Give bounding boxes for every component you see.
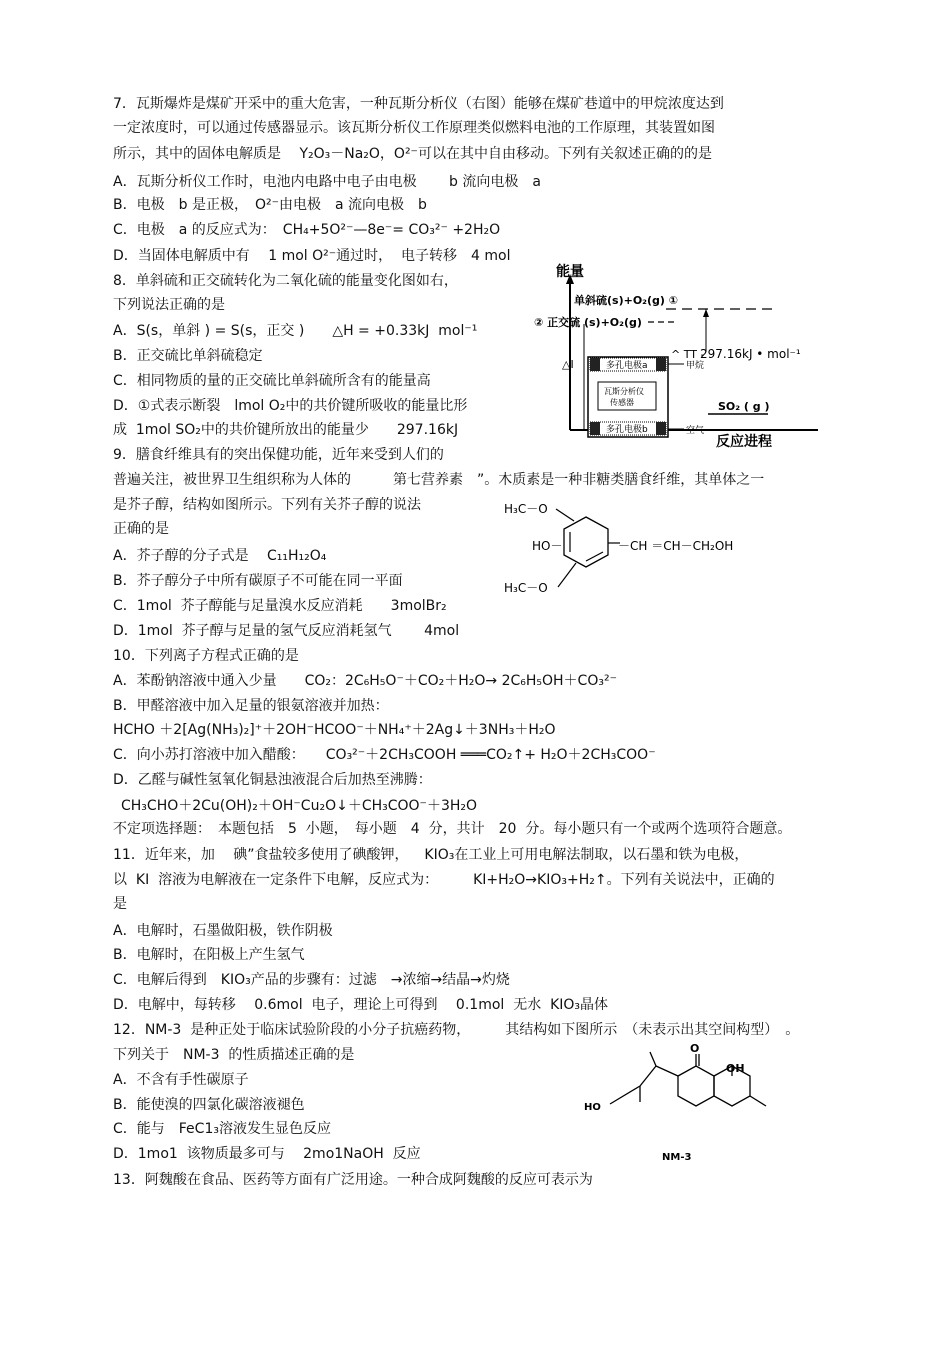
text-line: 下列说法正确的是	[113, 297, 225, 313]
text-line: C．1mol 芥子醇能与足量溴水反应消耗 3molBr₂	[113, 598, 447, 614]
y-axis-label: 能量	[556, 264, 584, 280]
text-line: C．相同物质的量的正交硫比单斜硫所含有的能量高	[113, 373, 431, 389]
text-line: A．电解时，石墨做阳极，铁作阴极	[113, 923, 333, 939]
text-line: 11．近年来，加 碘”食盐较多使用了碘酸钾， KIO₃在工业上可用电解法制取，以石墨和铁为电极，	[113, 847, 749, 863]
text-line: 下列关于 NM-3 的性质描述正确的是	[113, 1047, 355, 1063]
sinapyl-alcohol-structure	[500, 495, 790, 605]
text-line: D．当固体电解质中有 1 mol O²⁻通过时， 电子转移 4 mol	[113, 248, 511, 264]
text-line: CH₃CHO＋2Cu(OH)₂＋OH⁻Cu₂O↓＋CH₃COO⁻＋3H₂O	[121, 798, 478, 814]
text-line: 12．NM-3 是种正处于临床试验阶段的小分子抗癌药物， 其结构如下图所示 （未表示出其空间构型） 。	[113, 1022, 800, 1038]
text-line: C．能与 FeC1₃溶液发生显色反应	[113, 1121, 331, 1137]
text-line: A．苯酚钠溶液中通入少量 CO₂：2C₆H₅O⁻＋CO₂＋H₂O→ 2C₆H₅OH＋CO₃²⁻	[113, 673, 617, 689]
text-line: 正确的是	[113, 521, 169, 537]
text-line: B．甲醛溶液中加入足量的银氨溶液并加热：	[113, 698, 389, 714]
methane-label: 甲烷	[686, 361, 705, 371]
hydroxy-label: HO－	[532, 539, 563, 553]
text-line: A．瓦斯分析仪工作时，电池内电路中电子由电极 b 流向电极 a	[113, 174, 541, 190]
methoxy-top: H₃C－O	[504, 502, 548, 516]
text-line: D．1mo1 该物质最多可与 2mo1NaOH 反应	[113, 1146, 421, 1162]
delta-mark: △I	[562, 358, 574, 371]
text-line: 是芥子醇，结构如图所示。下列有关芥子醇的说法	[113, 497, 421, 513]
nm3-label: NM-3	[662, 1152, 692, 1163]
text-line: 所示，其中的固体电解质是 Y₂O₃－Na₂O，O²⁻可以在其中自由移动。下列有关叙述正确的的是	[113, 146, 712, 162]
text-line: 7．瓦斯爆炸是煤矿开采中的重大危害，一种瓦斯分析仪（右图）能够在煤矿巷道中的甲烷浓度达到	[113, 96, 724, 112]
text-line: D．乙醛与碱性氢氧化铜悬浊液混合后加热至沸腾：	[113, 772, 432, 788]
carbonyl-o: O	[690, 1042, 700, 1055]
text-line: HCHO ＋2[Ag(NH₃)₂]⁺＋2OH⁻HCOO⁻＋NH₄⁺＋2Ag↓＋3NH₃＋H₂O	[113, 722, 556, 738]
text-line: B．能使溴的四氯化碳溶液褪色	[113, 1097, 305, 1113]
electrode-a-label: 多孔电极a	[606, 361, 648, 371]
text-line: D．①式表示断裂 lmol O₂中的共价键所吸收的能量比形	[113, 398, 468, 414]
delta-h-label: 297.16kJ • mol⁻¹	[700, 347, 801, 361]
text-line: 普遍关注，被世界卫生组织称为人体的 第七营养素 ”。木质素是一种非糖类膳食纤维，其单体之一	[113, 472, 765, 488]
so2-label: SO₂ ( g )	[718, 400, 770, 413]
text-line: C．向小苏打溶液中加入醋酸： CO₃²⁻＋2CH₃COOH ═══CO₂↑+ H₂O＋2CH₃COO⁻	[113, 747, 656, 763]
text-line: D．1mol 芥子醇与足量的氢气反应消耗氢气 4mol	[113, 623, 460, 639]
text-line: A．S(s，单斜 ) = S(s，正交 ) △H = +0.33kJ mol⁻¹	[113, 323, 478, 339]
text-line: B．芥子醇分子中所有碳原子不可能在同一平面	[113, 573, 403, 589]
sensor-label-2: 传感器	[610, 398, 634, 407]
text-line: A．芥子醇的分子式是 C₁₁H₁₂O₄	[113, 548, 327, 564]
text-line: 一定浓度时，可以通过传感器显示。该瓦斯分析仪工作原理类似燃料电池的工作原理，其装置如图	[113, 120, 715, 136]
text-line: A．不含有手性碳原子	[113, 1072, 249, 1088]
text-line: D．电解中，每转移 0.6mol 电子，理论上可得到 0.1mol 无水 KIO₃晶体	[113, 997, 609, 1013]
text-line: 10．下列离子方程式正确的是	[113, 648, 299, 664]
sensor-label-1: 瓦斯分析仪	[604, 387, 644, 396]
text-line: 9．膳食纤维具有的突出保健功能，近年来受到人们的	[113, 447, 444, 463]
text-line: B．电极 b 是正极， O²⁻由电极 a 流向电极 b	[113, 197, 427, 213]
ell-mark: ^ TT -	[671, 348, 705, 361]
nm3-structure	[578, 1040, 778, 1165]
text-line: B．电解时，在阳极上产生氢气	[113, 947, 305, 963]
air-label: 空气	[686, 426, 705, 436]
text-line: B．正交硫比单斜硫稳定	[113, 348, 263, 364]
orthorhombic-label: ② 正交硫 (s)+O₂(g)	[534, 316, 642, 329]
text-line: C．电极 a 的反应式为： CH₄+5O²⁻—8e⁻= CO₃²⁻ +2H₂O	[113, 222, 501, 238]
x-axis-label: 反应进程	[716, 434, 772, 450]
text-line: 是	[113, 896, 127, 912]
text-line: 以 KI 溶液为电解液在一定条件下电解，反应式为： KI+H₂O→KIO₃+H₂↑。下列有关说法中，正确的	[113, 872, 775, 888]
methoxy-bottom: H₃C－O	[504, 581, 548, 595]
text-line: 不定项选择题： 本题包括 5 小题， 每小题 4 分，共计 20 分。每小题只有一个或两个选项符合题意。	[113, 821, 792, 837]
text-line: 13．阿魏酸在食品、医药等方面有广泛用途。一种合成阿魏酸的反应可表示为	[113, 1172, 593, 1188]
side-chain: －CH ＝CH－CH₂OH	[618, 539, 734, 553]
energy-diagram	[528, 262, 828, 452]
text-line: C．电解后得到 KIO₃产品的步骤有：过滤 →浓缩→结晶→灼烧	[113, 972, 510, 988]
electrode-b-label: 多孔电极b	[606, 425, 648, 435]
text-line: 8．单斜硫和正交硫转化为二氧化硫的能量变化图如右，	[113, 273, 458, 289]
monoclinic-label: 单斜硫(s)+O₂(g) ①	[574, 294, 679, 307]
text-line: 成 1mol SO₂中的共价键所放出的能量少 297.16kJ	[113, 422, 459, 438]
acid-ho: HO	[584, 1102, 601, 1113]
hydroxy-oh: OH	[726, 1062, 745, 1075]
